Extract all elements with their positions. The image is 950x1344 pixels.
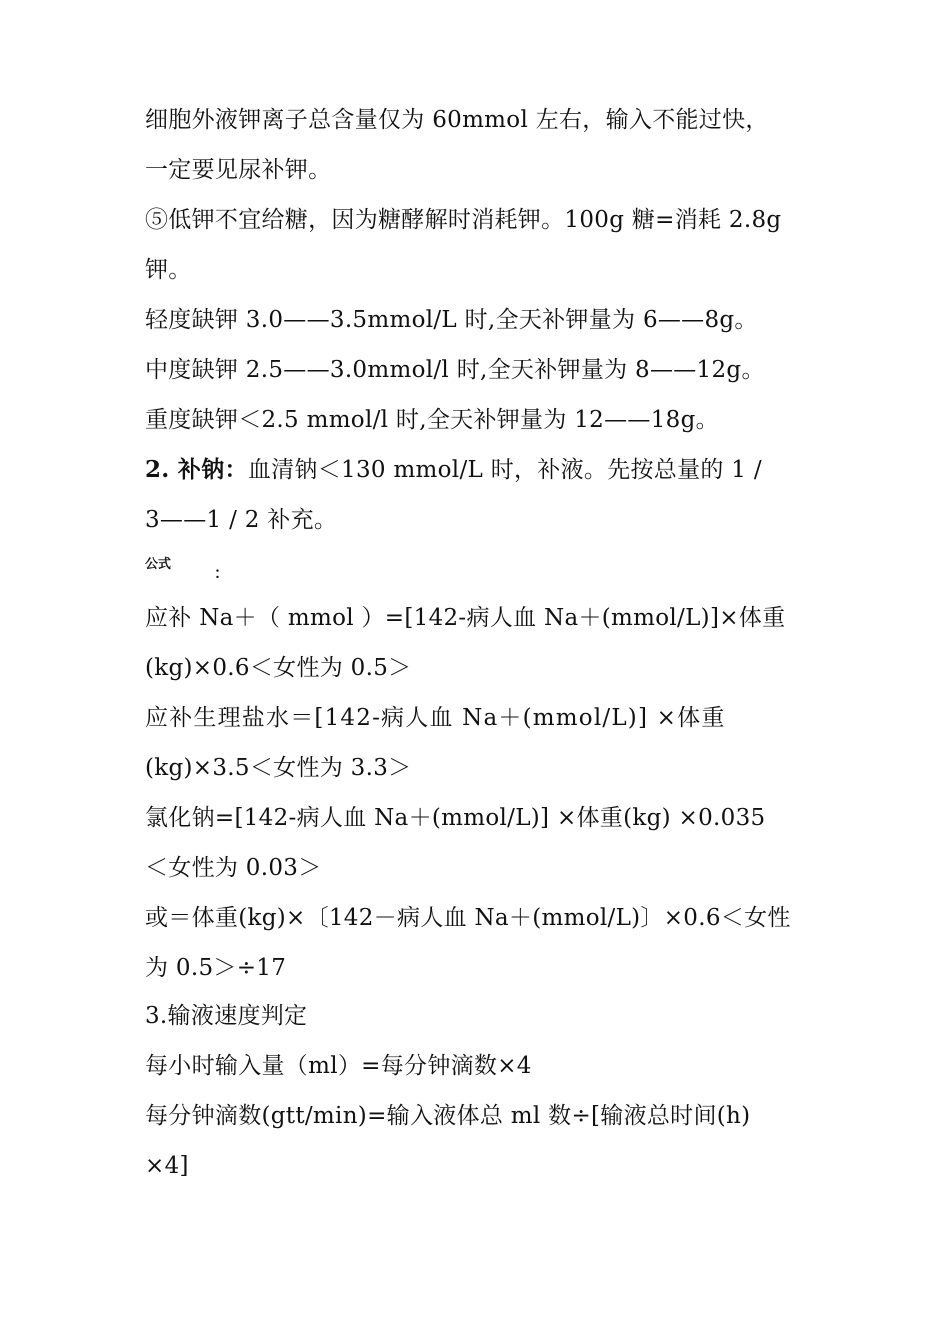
text-line-3: ⑤低钾不宜给糖，因为糖酵解时消耗钾。100g 糖=消耗 2.8g	[145, 207, 782, 233]
text-line-6: 中度缺钾 2.5——3.0mmol/l 时,全天补钾量为 8——12g。	[145, 357, 765, 383]
text-line-4: 钾。	[145, 257, 192, 283]
text-line-15: ＜女性为 0.03＞	[145, 855, 322, 881]
formula-colon: ：	[214, 564, 230, 582]
text-line-16: 或＝体重(kg)×〔142－病人血 Na＋(mmol/L)〕×0.6＜女性	[145, 905, 791, 931]
text-line-2: 一定要见尿补钾。	[145, 157, 332, 183]
text-line-8	[145, 455, 815, 485]
text-line-21: ×4]	[145, 1153, 189, 1179]
text-line-20: 每分钟滴数(gtt/min)=输入液体总 ml 数÷[输液总时间(h)	[145, 1103, 751, 1129]
text-line-5: 轻度缺钾 3.0——3.5mmol/L 时,全天补钾量为 6——8g。	[145, 307, 758, 333]
text-line-9: 3——1 / 2 补充。	[145, 507, 338, 533]
text-line-12: 应补生理盐水＝[142-病人血 Na＋(mmol/L)] ×体重	[145, 705, 726, 731]
formula-label: 公式	[145, 557, 172, 572]
text-line-19: 每小时输入量（ml）=每分钟滴数×4	[145, 1053, 532, 1079]
text-line-7: 重度缺钾＜2.5 mmol/l 时,全天补钾量为 12——18g。	[145, 407, 719, 433]
text-line-18: 3.输液速度判定	[145, 1003, 308, 1029]
text-line-14: 氯化钠=[142-病人血 Na＋(mmol/L)] ×体重(kg) ×0.035	[145, 805, 766, 831]
text-line-8-rest: 血清钠＜130 mmol/L 时，补液。先按总量的 1 /	[247, 457, 762, 483]
text-line-17: 为 0.5＞÷17	[145, 955, 287, 981]
text-line-10: 应补 Na＋（ mmol ）=[142-病人血 Na＋(mmol/L)]×体重	[145, 605, 786, 631]
text-line-11: (kg)×0.6＜女性为 0.5＞	[145, 655, 412, 681]
text-line-1: 细胞外液钾离子总含量仅为 60mmol 左右，输入不能过快，	[145, 107, 769, 133]
text-line-13: (kg)×3.5＜女性为 3.3＞	[145, 755, 412, 781]
section-heading-sodium: 2. 补钠：	[145, 456, 248, 483]
